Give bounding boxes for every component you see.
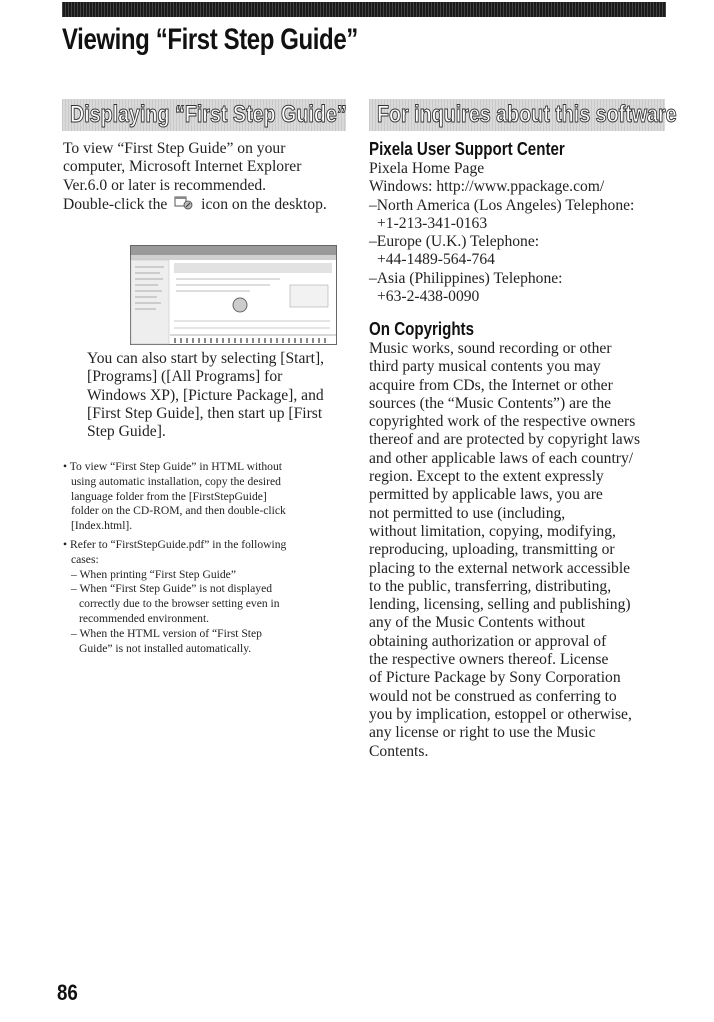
start-line: Windows XP), [Picture Package], and bbox=[87, 386, 324, 404]
copyright-line: obtaining authorization or approval of bbox=[369, 632, 607, 650]
copyright-line: without limitation, copying, modifying, bbox=[369, 522, 616, 540]
copyright-line: the respective owners thereof. License bbox=[369, 651, 609, 669]
support-line: +63-2-438-0090 bbox=[377, 288, 480, 306]
support-line: Pixela Home Page bbox=[369, 160, 485, 177]
copyright-line: lending, licensing, selling and publishing) bbox=[369, 596, 631, 614]
copyright-line: placing to the external network accessible bbox=[369, 559, 631, 577]
copyright-section bbox=[369, 318, 669, 761]
first-step-guide-window-thumbnail bbox=[130, 245, 337, 345]
support-section bbox=[369, 138, 669, 306]
copyright-line: to the public, transferring, distributing, bbox=[369, 577, 612, 595]
note-line: using automatic installation, copy the desired bbox=[71, 474, 281, 488]
copyright-line: would not be construed as conferring to bbox=[369, 687, 617, 705]
copyright-line: third party musical contents you may bbox=[369, 358, 601, 376]
support-heading: Pixela User Support Center bbox=[369, 139, 565, 159]
copyright-line: thereof and are protected by copyright laws bbox=[369, 431, 641, 449]
start-line: [First Step Guide], then start up [First bbox=[87, 404, 323, 422]
support-line: +44-1489-564-764 bbox=[377, 251, 495, 269]
note-line: folder on the CD-ROM, and then double-click bbox=[71, 504, 286, 518]
copyright-line: acquire from CDs, the Internet or other bbox=[369, 376, 613, 394]
intro-line: To view “First Step Guide” on your bbox=[63, 140, 286, 157]
start-instructions bbox=[87, 350, 352, 441]
note-line: – When the HTML version of “First Step bbox=[71, 626, 262, 640]
intro-line: computer, Microsoft Internet Explorer bbox=[63, 158, 302, 176]
copyright-line: Contents. bbox=[369, 742, 429, 760]
copyright-line: Music works, sound recording or other bbox=[369, 340, 612, 357]
note-line: cases: bbox=[71, 552, 99, 566]
support-line: Windows: http://www.ppackage.com/ bbox=[369, 178, 605, 196]
start-line: Step Guide]. bbox=[87, 423, 166, 441]
copyright-line: permitted by applicable laws, you are bbox=[369, 486, 603, 504]
dblclick-post: icon on the desktop. bbox=[201, 195, 327, 213]
note-line: Guide” is not installed automatically. bbox=[79, 641, 252, 655]
left-section-title: Displaying “First Step Guide” bbox=[70, 101, 347, 128]
right-section-title: For inquires about this software bbox=[377, 101, 677, 128]
copyright-line: not permitted to use (including, bbox=[369, 504, 566, 522]
support-line: –North America (Los Angeles) Telephone: bbox=[369, 196, 635, 214]
support-line: +1-213-341-0163 bbox=[377, 214, 488, 232]
copyright-line: you by implication, estoppel or otherwise, bbox=[369, 705, 632, 723]
note-line: – When “First Step Guide” is not displayed bbox=[71, 582, 273, 596]
dblclick-line bbox=[63, 195, 348, 214]
dblclick-pre: Double-click the bbox=[63, 195, 168, 213]
note-2 bbox=[63, 538, 353, 656]
note-line: language folder from the [FirstStepGuide] bbox=[71, 489, 267, 503]
copyright-line: region. Except to the extent expressly bbox=[369, 468, 604, 486]
note-line: [Index.html]. bbox=[71, 519, 133, 533]
start-line: You can also start by selecting [Start], bbox=[87, 350, 325, 367]
first-step-guide-desktop-icon bbox=[174, 195, 194, 211]
left-section-banner bbox=[62, 99, 346, 131]
copyright-line: any license or right to use the Music bbox=[369, 724, 596, 742]
note-line: correctly due to the browser setting even in bbox=[79, 597, 280, 611]
note-line: recommended environment. bbox=[79, 611, 210, 625]
support-line: –Asia (Philippines) Telephone: bbox=[369, 269, 563, 287]
intro-line: Ver.6.0 or later is recommended. bbox=[63, 176, 267, 194]
copyright-line: copyrighted work of the respective owners bbox=[369, 413, 636, 431]
page-number: 86 bbox=[57, 980, 78, 1005]
note-line: • Refer to “FirstStepGuide.pdf” in the following bbox=[63, 538, 287, 551]
support-line: –Europe (U.K.) Telephone: bbox=[369, 233, 540, 251]
note-line: • To view “First Step Guide” in HTML without bbox=[63, 460, 283, 473]
page-title: Viewing “First Step Guide” bbox=[62, 23, 358, 56]
note-line: – When printing “First Step Guide” bbox=[71, 567, 236, 581]
header-bar bbox=[62, 2, 666, 17]
copyright-line: reproducing, uploading, transmitting or bbox=[369, 541, 615, 559]
right-section-banner bbox=[369, 99, 677, 131]
copyright-line: sources (the “Music Contents”) are the bbox=[369, 394, 612, 412]
note-1 bbox=[63, 460, 353, 534]
left-intro bbox=[63, 140, 348, 214]
copyright-heading: On Copyrights bbox=[369, 319, 474, 339]
copyright-line: any of the Music Contents without bbox=[369, 614, 586, 632]
copyright-line: and other applicable laws of each country/ bbox=[369, 449, 634, 467]
copyright-line: of Picture Package by Sony Corporation bbox=[369, 669, 621, 687]
start-line: [Programs] ([All Programs] for bbox=[87, 368, 283, 386]
